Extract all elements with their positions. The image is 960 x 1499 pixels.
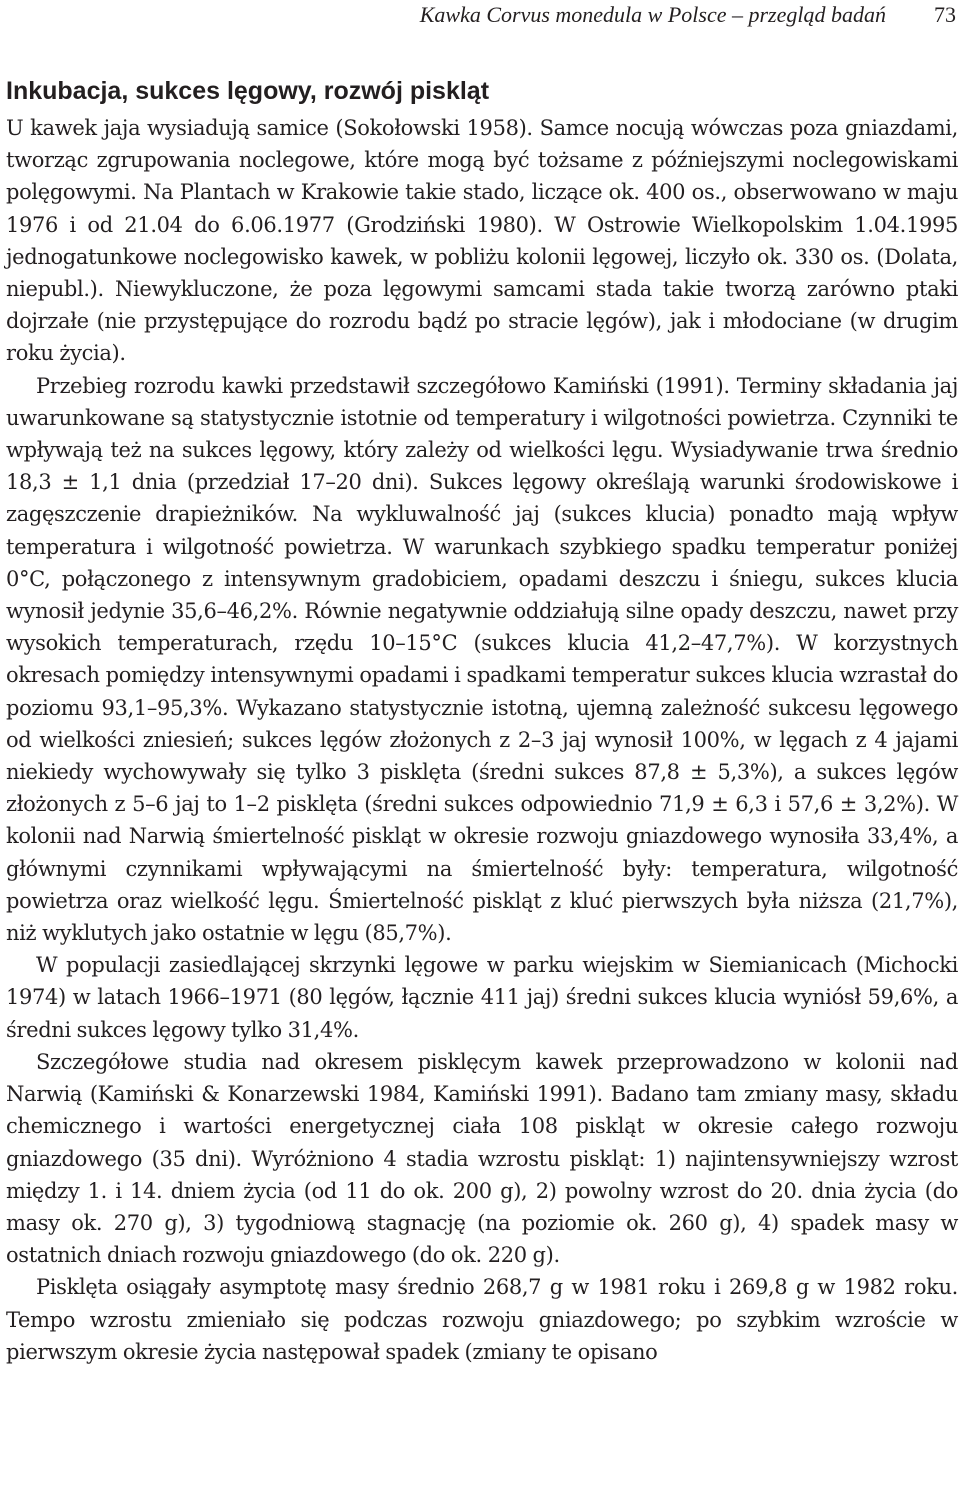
paragraph: Pisklęta osiągały asymptotę masy średnio 268,7 g w 1981 roku i 269,8 g w 1982 roku. Tempo wzrostu zmieniało się podczas rozwoju gniazdowego; po szybkim wzroście w pierwszym okresie życia następował spadek (zmiany te opisano xyxy=(6,1275,958,1364)
running-head xyxy=(6,0,958,40)
section-heading: Inkubacja, sukces lęgowy, rozwój piskląt xyxy=(6,77,490,105)
paragraph: Przebieg rozrodu kawki przedstawił szczegółowo Kamiński (1991). Terminy składania jaj uwarunkowane są statystycznie istotnie od temperatury i wilgotności powietrza. Czynniki te wpływają też na sukces lęgowy, który zależy od wielkości lęgu. Wysiadywanie trwa średnio 18,3 ± 1,1 dnia (przedział 17–20 dni). Sukces lęgowy określają warunki środowiskowe i zagęszczenie drapieżników. Na wykluwalność jaj (sukces klucia) ponadto mają wpływ temperatura i wilgotność powietrza. W warunkach szybkiego spadku temperatur poniżej 0°C, połączonego z intensywnym gradobiciem, opadami deszczu i śniegu, sukces klucia wynosił jedynie 35,6–46,2%. Równie negatywnie oddziałują silne opady deszczu, nawet przy wysokich temperaturach, rzędu 10–15°C (sukces klucia 41,2–47,7%). W korzystnych okresach pomiędzy intensywnymi opadami i spadkami temperatur sukces klucia wzrastał do poziomu 93,1–95,3%. Wykazano statystycznie istotną, ujemną zależność sukcesu lęgowego od wielkości zniesień; sukces lęgów złożonych z 2–3 jaj wynosił 100%, w lęgach z 4 jajami niekiedy wychowywały się tylko 3 pisklęta (średni sukces 87,8 ± 5,3%), a sukces lęgów złożonych z 5–6 jaj to 1–2 pisklęta (średni sukces odpowiednio 71,9 ± 6,3 i 57,6 ± 3,2%). W kolonii nad Narwią śmiertelność piskląt w okresie rozwoju gniazdowego wynosiła 33,4%, a głównymi czynnikami wpływającymi na śmiertelność były: temperatura, wilgotność powietrza oraz wielkość lęgu. Śmiertelność piskląt z kluć pierwszych była niższa (21,7%), niż wyklutych jako ostatnie w lęgu (85,7%). xyxy=(6,373,958,946)
paragraph: Szczegółowe studia nad okresem pisklęcym kawek przeprowadzono w kolonii nad Narwią (Kamiński & Konarzewski 1984, Kamiński 1991). Badano tam zmiany masy, składu chemicznego i wartości energetycznej ciała 108 piskląt w okresie całego rozwoju gniazdowego (35 dni). Wyróżniono 4 stadia wzrostu piskląt: 1) najintensywniejszy wzrost między 1. i 14. dniem życia (od 11 do ok. 200 g), 2) powolny wzrost do 20. dnia życia (do masy ok. 270 g), 3) tygodniową stagnację (na poziomie ok. 260 g), 4) spadek masy w ostatnich dniach rozwoju gniazdowego (do ok. 220 g). xyxy=(6,1049,958,1268)
page-number: 73 xyxy=(934,2,956,27)
page xyxy=(6,0,958,1368)
running-head-title: Kawka Corvus monedula w Polsce – przegląd badań xyxy=(419,2,886,27)
paragraph: U kawek jaja wysiadują samice (Sokołowski 1958). Samce nocują wówczas poza gniazdami, tworząc zgrupowania noclegowe, które mogą być tożsame z późniejszymi noclegowiskami polęgowymi. Na Plantach w Krakowie takie stado, liczące ok. 400 os., obserwowano w maju 1976 i od 21.04 do 6.06.1977 (Grodziński 1980). W Ostrowie Wielkopolskim 1.04.1995 jednogatunkowe noclegowisko kawek, w pobliżu kolonii lęgowej, liczyło ok. 330 os. (Dolata, niepubl.). Niewykluczone, że poza lęgowymi samcami stada takie tworzą zarówno ptaki dojrzałe (nie przystępujące do rozrodu bądź po stracie lęgów), jak i młodociane (w drugim roku życia). xyxy=(6,116,958,366)
body-text xyxy=(6,112,958,1368)
paragraph: W populacji zasiedlającej skrzynki lęgowe w parku wiejskim w Siemianicach (Michocki 1974) w latach 1966–1971 (80 lęgów, łącznie 411 jaj) średni sukces klucia wyniósł 59,6%, a średni sukces lęgowy tylko 31,4%. xyxy=(6,953,958,1042)
